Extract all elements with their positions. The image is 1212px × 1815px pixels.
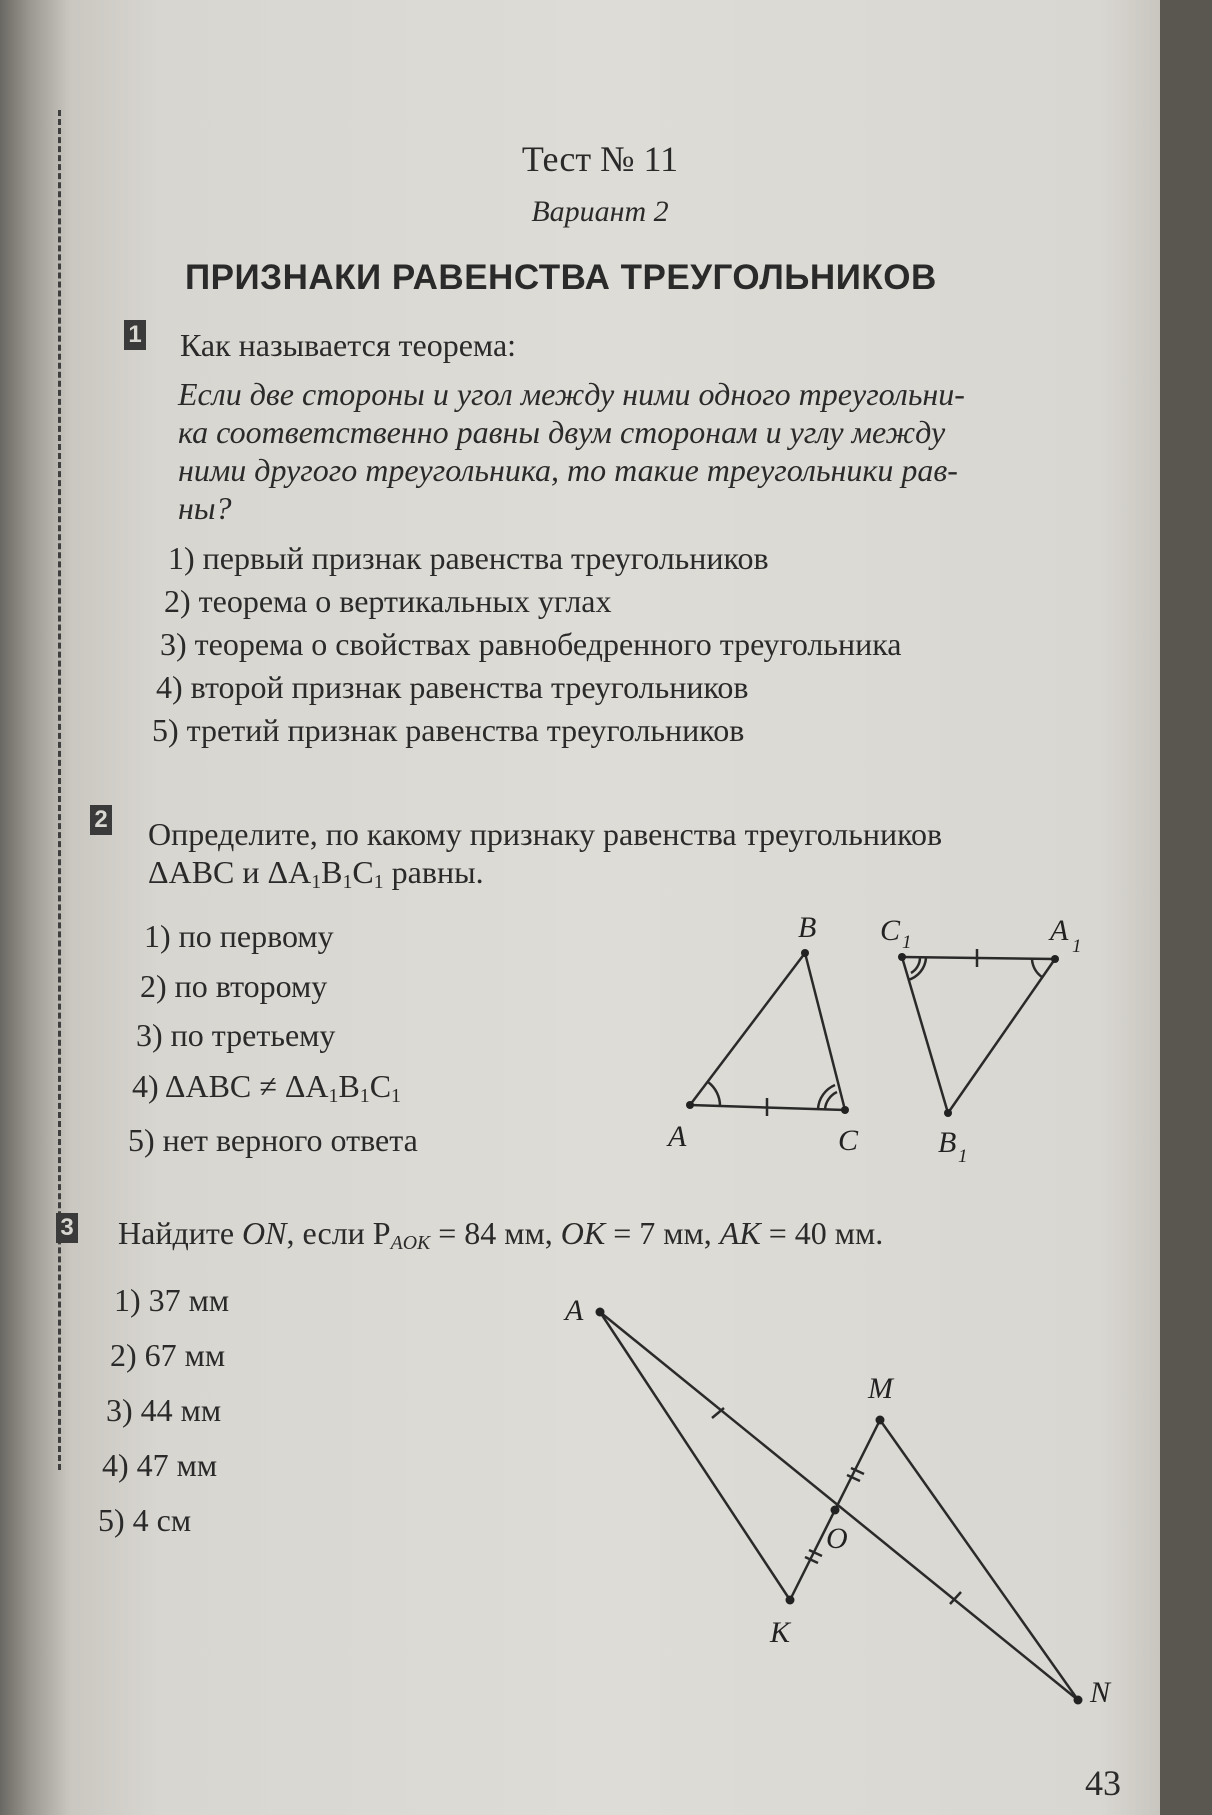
- prompt-text: Найдите: [118, 1215, 243, 1251]
- prompt-line-1: Определите, по какому признаку равенства треугольников: [148, 816, 943, 852]
- prompt-text: = 7 мм,: [605, 1215, 720, 1251]
- label-c1-sub: 1: [902, 932, 912, 953]
- q3-option-3[interactable]: 3) 44 мм: [106, 1392, 222, 1428]
- prompt-end: равны.: [383, 854, 484, 890]
- q3-option-5[interactable]: 5) 4 см: [98, 1502, 192, 1538]
- q2-option-1[interactable]: 1) по первому: [144, 918, 334, 954]
- option-text: 4) ΔABC ≠ ΔA: [132, 1068, 329, 1104]
- statement-line: ны?: [178, 490, 232, 526]
- label-a1: A: [1050, 914, 1069, 947]
- label-c1: C: [880, 914, 901, 947]
- question-1-statement: [178, 375, 965, 527]
- statement-line: ними другого треугольника, то такие треугольники рав-: [178, 452, 958, 488]
- q1-option-2[interactable]: 2) теорема о вертикальных углах: [164, 583, 612, 619]
- subscript: 1: [359, 1084, 370, 1107]
- segment-ak: AK: [719, 1215, 761, 1251]
- label-a: A: [668, 1120, 687, 1153]
- statement-line: ка соответственно равны двум сторонам и углу между: [178, 414, 946, 450]
- question-3-prompt: [118, 1214, 883, 1262]
- vertex: B: [338, 1068, 360, 1104]
- q3-figure: [550, 1280, 1150, 1720]
- prompt-triangles: ΔABC и ΔA: [148, 854, 312, 890]
- subscript: 1: [328, 1084, 339, 1107]
- variant-label: Вариант 2: [531, 195, 669, 228]
- question-1-prompt: Как называется теорема:: [180, 327, 517, 363]
- prompt-text: , если P: [286, 1215, 391, 1251]
- subscript: 1: [391, 1084, 401, 1107]
- q2-triangles-figure: [640, 900, 1110, 1170]
- label-a: A: [565, 1294, 584, 1327]
- question-2-prompt: [148, 815, 942, 901]
- page-number: 43: [1085, 1763, 1121, 1803]
- segment-on: ON: [242, 1215, 287, 1251]
- question-2-number: 2: [90, 805, 112, 835]
- q1-option-4[interactable]: 4) второй признак равенства треугольников: [156, 669, 749, 705]
- label-a1-sub: 1: [1072, 936, 1082, 957]
- prompt-text: = 84 мм,: [430, 1215, 561, 1251]
- label-n: N: [1090, 1676, 1111, 1709]
- q1-option-3[interactable]: 3) теорема о свойствах равнобедренного треугольника: [160, 626, 902, 662]
- label-m: M: [868, 1372, 893, 1405]
- vertex: C: [369, 1068, 392, 1104]
- triangle-abc: [690, 953, 845, 1116]
- q1-option-1[interactable]: 1) первый признак равенства треугольников: [168, 540, 769, 576]
- q3-option-1[interactable]: 1) 37 мм: [114, 1282, 230, 1318]
- vertex: C: [352, 854, 374, 890]
- question-1-number: 1: [124, 320, 146, 350]
- question-3-number: 3: [56, 1213, 78, 1243]
- q2-option-3[interactable]: 3) по третьему: [136, 1017, 336, 1053]
- q2-option-4[interactable]: [132, 1068, 401, 1108]
- label-b1: B: [938, 1126, 957, 1159]
- q2-option-2[interactable]: 2) по второму: [140, 968, 328, 1004]
- prompt-text: = 40 мм.: [760, 1215, 884, 1251]
- vertex: B: [321, 854, 343, 890]
- q3-option-2[interactable]: 2) 67 мм: [110, 1337, 226, 1373]
- subscript: 1: [311, 870, 322, 893]
- statement-line: Если две стороны и угол между ними одного треугольни-: [178, 376, 965, 412]
- subscript: 1: [373, 870, 384, 893]
- q2-option-5[interactable]: 5) нет верного ответа: [128, 1122, 418, 1158]
- figure-lines: [600, 1312, 1078, 1700]
- q1-option-5[interactable]: 5) третий признак равенства треугольников: [152, 712, 745, 748]
- label-c: C: [838, 1124, 859, 1157]
- subscript-aok: AOK: [390, 1231, 431, 1254]
- topic-heading: ПРИЗНАКИ РАВЕНСТВА ТРЕУГОЛЬНИКОВ: [185, 258, 937, 297]
- cut-line: [58, 110, 61, 1470]
- label-b: B: [798, 911, 817, 944]
- subscript: 1: [342, 870, 353, 893]
- q3-option-4[interactable]: 4) 47 мм: [102, 1447, 218, 1483]
- label-b1-sub: 1: [958, 1146, 968, 1167]
- segment-ok: OK: [560, 1215, 606, 1251]
- prompt-line-2: [148, 853, 942, 901]
- label-o: O: [826, 1522, 848, 1555]
- triangle-a1b1c1: [902, 949, 1055, 1113]
- label-k: K: [770, 1616, 791, 1649]
- test-title: Тест № 11: [521, 139, 679, 179]
